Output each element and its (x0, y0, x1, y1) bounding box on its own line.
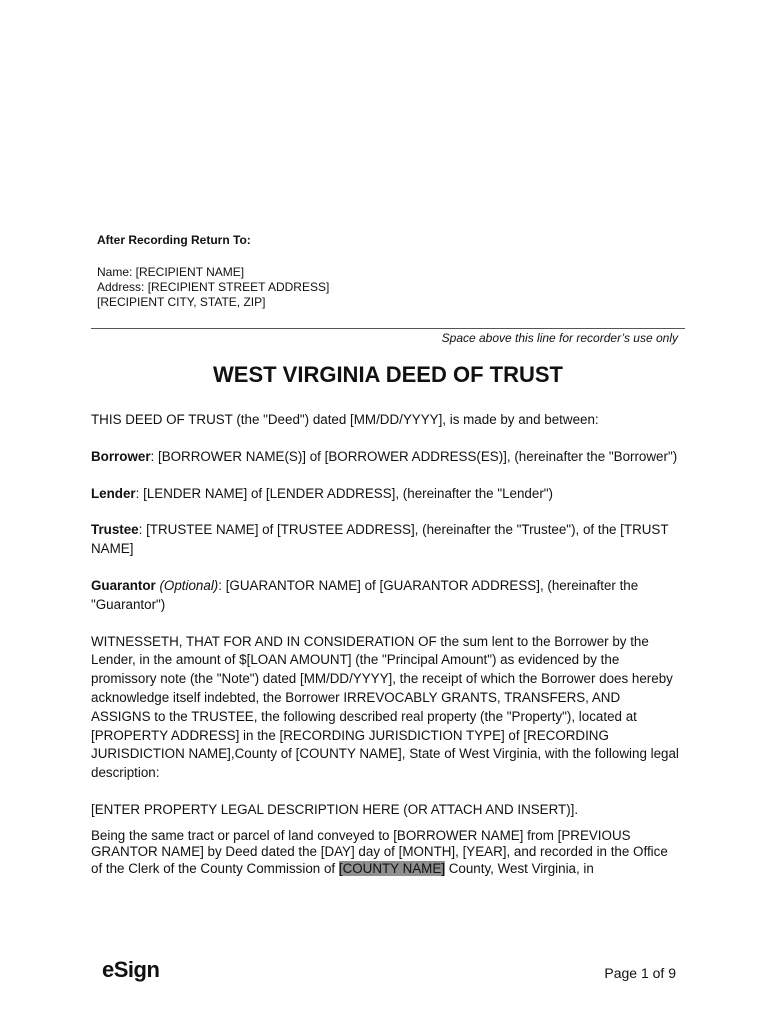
being-same-text-end: County, West Virginia, in (445, 860, 594, 876)
esign-logo: eSign (102, 957, 160, 982)
witnesseth-paragraph: WITNESSETH, THAT FOR AND IN CONSIDERATION OF the sum lent to the Borrower by the Lender, in the amount of $[LOAN AMOUNT] (the "Principal Amount") as evidenced by the promissory note (the "Note") dated [MM/DD/YYYY], the receipt of which the Borrower does hereby acknowledge itself indebted, the Borrower IRREVOCABLY GRANTS, TRANSFERS, AND ASSIGNS to the TRUSTEE, the following described real property (the "Property"), located at [PROPERTY ADDRESS] in the [RECORDING JURISDICTION TYPE] of [RECORDING JURISDICTION NAME],County of [COUNTY NAME], State of West Virginia, with the following legal description: (91, 633, 679, 781)
document-body (91, 411, 681, 895)
county-name-highlight: [COUNTY NAME] (338, 860, 445, 876)
intro-paragraph: THIS DEED OF TRUST (the "Deed") dated [MM/DD/YYYY], is made by and between: (91, 412, 599, 427)
return-to-heading: After Recording Return To: (97, 233, 251, 247)
recipient-name-line: Name: [RECIPIENT NAME] (97, 265, 245, 279)
trustee-paragraph (91, 521, 681, 559)
page-number: Page 1 of 9 (604, 965, 676, 981)
lender-text: : [LENDER NAME] of [LENDER ADDRESS], (hereinafter the "Lender") (135, 485, 553, 501)
guarantor-optional: (Optional) (159, 577, 219, 593)
guarantor-label: Guarantor (91, 577, 156, 593)
borrower-paragraph (91, 448, 681, 467)
trustee-label: Trustee (91, 522, 139, 538)
recorder-note: Space above this line for recorder’s use only (441, 331, 678, 345)
recorder-divider (91, 328, 685, 329)
guarantor-paragraph (91, 577, 681, 615)
borrower-text: : [BORROWER NAME(S)] of [BORROWER ADDRESS(ES)], (hereinafter the "Borrower") (150, 448, 678, 464)
trustee-text: : [TRUSTEE NAME] of [TRUSTEE ADDRESS], (hereinafter the "Trustee"), of the [TRUST NAME] (91, 522, 669, 557)
lender-label: Lender (91, 485, 136, 501)
borrower-label: Borrower (91, 448, 151, 464)
document-title: WEST VIRGINIA DEED OF TRUST (213, 362, 563, 387)
return-to-block (97, 233, 329, 310)
recipient-city-line: [RECIPIENT CITY, STATE, ZIP] (97, 295, 266, 309)
recipient-address-line: Address: [RECIPIENT STREET ADDRESS] (97, 280, 330, 294)
lender-paragraph (91, 485, 681, 504)
legal-description-paragraph: [ENTER PROPERTY LEGAL DESCRIPTION HERE (OR ATTACH AND INSERT)]. (91, 801, 579, 817)
being-same-text: Being the same tract or parcel of land conveyed to [BORROWER NAME] from [PREVIOUS GRANTOR NAME] by Deed dated the [DAY] day of [MONTH], [YEAR], and recorded in the Office of the Clerk of the County Commission of (91, 827, 668, 876)
guarantor-text: : [GUARANTOR NAME] of [GUARANTOR ADDRESS], (hereinafter the "Guarantor") (91, 577, 639, 612)
being-same-paragraph (91, 828, 681, 878)
